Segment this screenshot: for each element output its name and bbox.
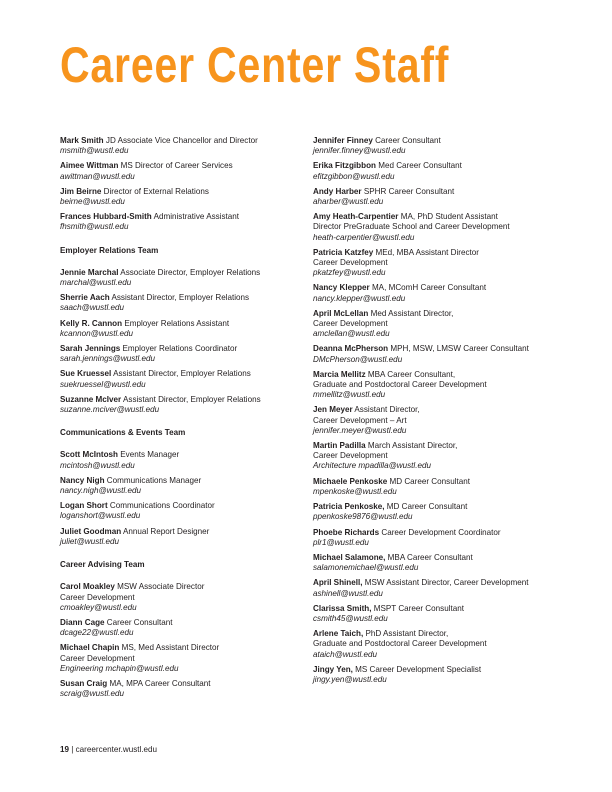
staff-title: Assistant Director, Employer Relations — [113, 369, 251, 379]
footer-separator: | — [71, 745, 74, 754]
staff-title: MEd, MBA Assistant Director — [375, 247, 479, 257]
staff-entry — [60, 527, 300, 547]
staff-name: Amy Heath-Carpentier — [313, 212, 399, 222]
communications-group — [60, 450, 300, 547]
staff-entry — [60, 212, 300, 232]
staff-name: Juliet Goodman — [60, 526, 122, 536]
staff-title: MA, MComH Career Consultant — [371, 283, 487, 293]
staff-email[interactable]: ataich@wustl.edu — [313, 649, 378, 659]
staff-title: MSW Associate Director — [117, 582, 205, 592]
staff-column-right — [313, 136, 583, 690]
staff-email[interactable]: suekruessel@wustl.edu — [60, 379, 146, 389]
staff-name: Marcia Mellitz — [313, 369, 366, 379]
staff-email[interactable]: saach@wustl.edu — [60, 303, 125, 313]
staff-entry — [60, 450, 300, 470]
staff-title-continued: Career Development — [60, 592, 135, 602]
staff-entry — [60, 501, 300, 521]
staff-email[interactable]: mmellitz@wustl.edu — [313, 390, 386, 400]
staff-entry — [60, 643, 300, 674]
staff-name: Aimee Wittman — [60, 161, 119, 171]
staff-title-continued: Career Development — [313, 258, 388, 268]
staff-email[interactable]: suzanne.mciver@wustl.edu — [60, 405, 160, 415]
career-advising-group — [60, 582, 300, 699]
employer-relations-group — [60, 268, 300, 415]
staff-entry — [60, 476, 300, 496]
staff-name: Martin Padilla — [313, 441, 366, 451]
staff-name: Erika Fitzgibbon — [313, 161, 376, 171]
staff-entry — [60, 136, 300, 156]
staff-name: Sue Kruessel — [60, 369, 112, 379]
staff-email[interactable]: amclellan@wustl.edu — [313, 329, 390, 339]
staff-title: JD Associate Vice Chancellor and Director — [105, 136, 258, 145]
staff-entry — [60, 319, 300, 339]
staff-entry — [313, 665, 583, 685]
staff-title: PhD Assistant Director, — [365, 629, 449, 639]
staff-entry — [313, 187, 583, 207]
staff-title: MS, Med Assistant Director — [121, 643, 220, 653]
staff-name: Carol Moakley — [60, 582, 115, 592]
staff-entry — [313, 502, 583, 522]
staff-entry — [60, 293, 300, 313]
staff-title-continued: Graduate and Postdoctoral Career Development — [313, 380, 487, 390]
staff-name: Nancy Nigh — [60, 475, 105, 485]
staff-title: MD Career Consultant — [386, 502, 468, 512]
staff-title: Career Consultant — [106, 617, 173, 627]
staff-entry — [313, 136, 583, 156]
staff-title-continued: Career Development — [313, 319, 388, 329]
staff-title-continued: Career Development – Art — [313, 415, 407, 425]
staff-entry — [60, 679, 300, 699]
staff-entry — [60, 582, 300, 613]
staff-entry — [313, 477, 583, 497]
section-heading-employer-relations: Employer Relations Team — [60, 245, 159, 255]
staff-name: Jennie Marchal — [60, 267, 119, 277]
staff-title: MA, MPA Career Consultant — [109, 678, 211, 688]
staff-email[interactable]: dcage22@wustl.edu — [60, 628, 134, 638]
staff-email[interactable]: heath-carpentier@wustl.edu — [313, 232, 415, 242]
staff-email[interactable]: mcintosh@wustl.edu — [60, 460, 135, 470]
staff-email[interactable]: jingy.yen@wustl.edu — [313, 674, 387, 684]
staff-name: Deanna McPherson — [313, 344, 389, 354]
staff-entry — [60, 187, 300, 207]
staff-name: Michael Chapin — [60, 643, 120, 653]
staff-email[interactable]: msmith@wustl.edu — [60, 146, 129, 156]
staff-entry — [313, 578, 583, 598]
staff-email[interactable]: beirne@wustl.edu — [60, 197, 125, 207]
staff-email[interactable]: efitzgibbon@wustl.edu — [313, 171, 395, 181]
staff-title-continued: Career Development — [60, 653, 135, 663]
staff-entry — [313, 528, 583, 548]
staff-name: Mark Smith — [60, 136, 104, 145]
staff-name: Clarissa Smith, — [313, 603, 372, 613]
staff-title: Assistant Director, Employer Relations — [123, 394, 261, 404]
staff-name: Michael Salamone, — [313, 552, 386, 562]
staff-email[interactable]: cmoakley@wustl.edu — [60, 602, 137, 612]
staff-title: Assistant Director, Employer Relations — [111, 293, 250, 303]
staff-name: Frances Hubbard-Smith — [60, 212, 152, 222]
staff-entry — [60, 268, 300, 288]
staff-name: Sarah Jennings — [60, 344, 121, 354]
staff-name: Michaele Penkoske — [313, 476, 388, 486]
staff-entry — [313, 629, 583, 660]
staff-name: Jennifer Finney — [313, 136, 373, 145]
staff-title: Career Development Coordinator — [381, 527, 501, 537]
staff-entry — [313, 370, 583, 401]
staff-title-continued: Graduate and Postdoctoral Career Development — [313, 639, 487, 649]
staff-email[interactable]: nancy.klepper@wustl.edu — [313, 293, 406, 303]
staff-name: Susan Craig — [60, 678, 108, 688]
staff-title: MSPT Career Consultant — [373, 603, 465, 613]
staff-name: Arlene Taich, — [313, 629, 364, 639]
staff-name: Patricia Penkoske, — [313, 502, 385, 512]
staff-email[interactable]: marchal@wustl.edu — [60, 278, 132, 288]
staff-name: April Shinell, — [313, 578, 363, 588]
staff-name: Nancy Klepper — [313, 283, 370, 293]
staff-title: Director of External Relations — [103, 186, 209, 196]
staff-name: Logan Short — [60, 501, 108, 511]
staff-title: Career Consultant — [375, 136, 441, 145]
footer-site-link[interactable]: careercenter.wustl.edu — [75, 745, 158, 754]
staff-name: Sherrie Aach — [60, 293, 110, 303]
staff-title: MD Career Consultant — [389, 476, 471, 486]
staff-email[interactable]: plr1@wustl.edu — [313, 537, 369, 547]
staff-title: MS Career Development Specialist — [355, 664, 482, 674]
staff-entry — [60, 618, 300, 638]
staff-email[interactable]: Architecture mpadilla@wustl.edu — [313, 461, 431, 471]
staff-title: Associate Director, Employer Relations — [120, 267, 261, 277]
staff-title: SPHR Career Consultant — [363, 186, 455, 196]
staff-title: Annual Report Designer — [122, 526, 210, 536]
staff-title: MS Director of Career Services — [120, 161, 233, 171]
staff-email[interactable]: fhsmith@wustl.edu — [60, 222, 129, 232]
staff-title-continued: Director PreGraduate School and Career Development — [313, 222, 510, 232]
staff-email[interactable]: scraig@wustl.edu — [60, 689, 124, 699]
section-heading-career-advising: Career Advising Team — [60, 560, 145, 570]
staff-email[interactable]: pkatzfey@wustl.edu — [313, 268, 386, 278]
staff-title: MBA Career Consultant, — [367, 369, 456, 379]
staff-title: Employer Relations Assistant — [124, 318, 230, 328]
staff-email[interactable]: ashinell@wustl.edu — [313, 588, 383, 598]
page-title: Career Center Staff — [60, 37, 450, 93]
staff-entry — [313, 248, 583, 279]
leadership-group — [60, 136, 300, 233]
staff-title: Communications Coordinator — [109, 501, 215, 511]
staff-name: Scott McIntosh — [60, 450, 119, 460]
staff-email[interactable]: mpenkoske@wustl.edu — [313, 486, 397, 496]
staff-entry — [313, 283, 583, 303]
staff-email[interactable]: Engineering mchapin@wustl.edu — [60, 663, 179, 673]
staff-name: April McLellan — [313, 308, 369, 318]
staff-email[interactable]: csmith45@wustl.edu — [313, 613, 388, 623]
staff-entry — [60, 344, 300, 364]
staff-name: Andy Harber — [313, 186, 362, 196]
staff-email[interactable]: nancy.nigh@wustl.edu — [60, 486, 141, 496]
staff-title: Med Assistant Director, — [370, 308, 454, 318]
staff-email[interactable]: awittman@wustl.edu — [60, 171, 135, 181]
staff-title: MSW Assistant Director, Career Development — [364, 578, 529, 588]
staff-email[interactable]: jennifer.finney@wustl.edu — [313, 146, 406, 156]
staff-title: MPH, MSW, LMSW Career Consultant — [390, 344, 529, 354]
staff-name: Diann Cage — [60, 617, 105, 627]
staff-entry — [60, 369, 300, 389]
staff-title: Assistant Director, — [354, 405, 420, 415]
staff-email[interactable]: juliet@wustl.edu — [60, 536, 120, 546]
staff-entry — [313, 161, 583, 181]
staff-email[interactable]: DMcPherson@wustl.edu — [313, 354, 403, 364]
page-footer — [60, 745, 157, 755]
staff-column-left — [60, 136, 300, 704]
staff-entry — [313, 309, 583, 340]
staff-entry — [60, 395, 300, 415]
staff-title: Events Manager — [120, 450, 180, 460]
staff-email[interactable]: kcannon@wustl.edu — [60, 328, 134, 338]
section-heading-communications: Communications & Events Team — [60, 428, 186, 438]
staff-email[interactable]: jennifer.meyer@wustl.edu — [313, 425, 407, 435]
staff-entry — [313, 604, 583, 624]
staff-email[interactable]: ppenkoske9876@wustl.edu — [313, 512, 413, 522]
staff-name: Suzanne McIver — [60, 394, 122, 404]
staff-entry — [313, 553, 583, 573]
staff-name: Kelly R. Cannon — [60, 318, 123, 328]
staff-title: Med Career Consultant — [378, 161, 462, 171]
staff-email[interactable]: sarah.jennings@wustl.edu — [60, 354, 156, 364]
staff-entry — [60, 161, 300, 181]
staff-name: Patricia Katzfey — [313, 247, 374, 257]
staff-title: Employer Relations Coordinator — [122, 344, 238, 354]
staff-title: MA, PhD Student Assistant — [400, 212, 498, 222]
staff-entry — [313, 441, 583, 472]
staff-title: MBA Career Consultant — [387, 552, 473, 562]
staff-entry — [313, 344, 583, 364]
staff-entry — [313, 212, 583, 243]
staff-title: Administrative Assistant — [153, 212, 240, 222]
staff-name: Jim Beirne — [60, 186, 102, 196]
staff-name: Jingy Yen, — [313, 664, 353, 674]
staff-name: Phoebe Richards — [313, 527, 380, 537]
staff-name: Jen Meyer — [313, 405, 353, 415]
staff-title: Communications Manager — [106, 475, 202, 485]
staff-email[interactable]: aharber@wustl.edu — [313, 197, 384, 207]
staff-entry — [313, 405, 583, 436]
page-number: 19 — [60, 745, 70, 754]
staff-email[interactable]: salamonemichael@wustl.edu — [313, 563, 419, 573]
staff-email[interactable]: loganshort@wustl.edu — [60, 511, 141, 521]
staff-title: March Assistant Director, — [367, 441, 458, 451]
staff-title-continued: Career Development — [313, 451, 388, 461]
